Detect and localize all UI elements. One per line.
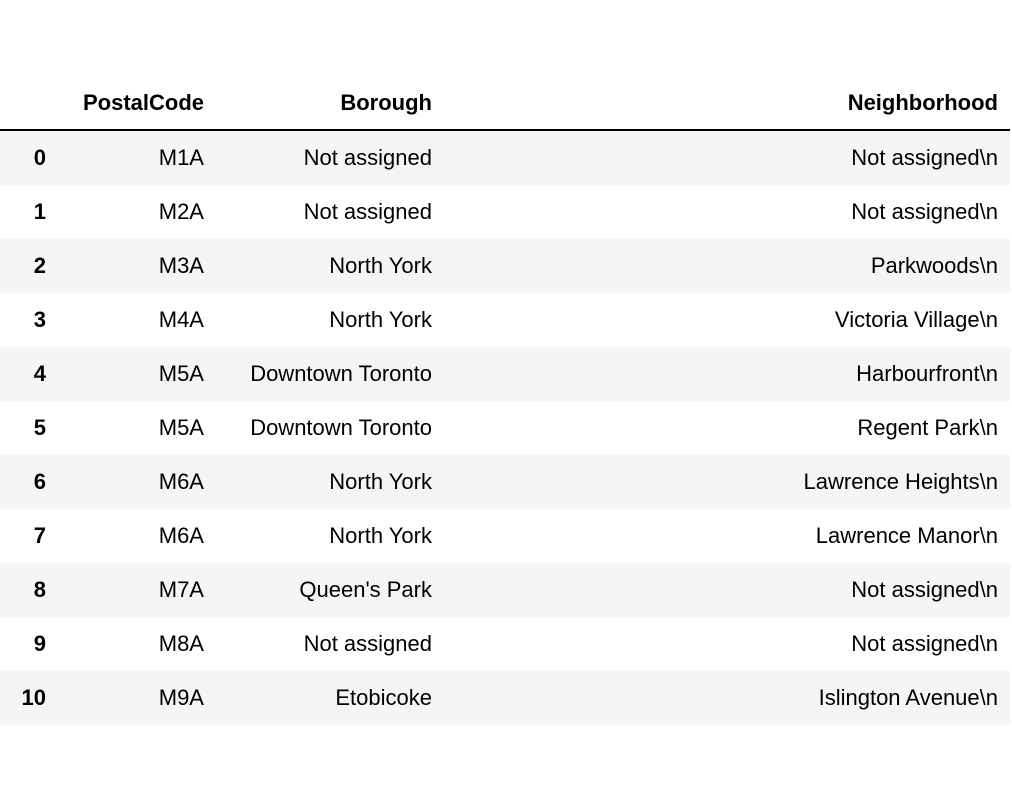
cell-neighborhood: Not assigned\n (851, 631, 998, 656)
row-index: 8 (33, 577, 46, 602)
cell-neighborhood: Parkwoods\n (870, 253, 998, 278)
table-row (0, 401, 1010, 455)
cell-neighborhood: Islington Avenue\n (818, 685, 998, 710)
row-index: 6 (33, 469, 46, 494)
cell-neighborhood: Lawrence Heights\n (803, 469, 998, 494)
cell-borough: North York (329, 253, 432, 278)
table-row (0, 347, 1010, 401)
cell-borough: Queen's Park (299, 577, 432, 602)
table-row (0, 509, 1010, 563)
cell-neighborhood: Not assigned\n (851, 145, 998, 170)
cell-neighborhood: Victoria Village\n (834, 307, 998, 332)
index-header (0, 77, 58, 130)
table-header-row (0, 77, 1010, 130)
cell-postalcode: M4A (158, 307, 204, 332)
cell-postalcode: M6A (158, 469, 204, 494)
cell-borough: Etobicoke (335, 685, 432, 710)
cell-neighborhood: Not assigned\n (851, 577, 998, 602)
table-row (0, 239, 1010, 293)
row-index: 4 (33, 361, 46, 386)
row-index: 2 (33, 253, 46, 278)
table-body (0, 130, 1010, 725)
column-header-neighborhood: Neighborhood (444, 77, 1010, 130)
column-header-borough: Borough (216, 77, 444, 130)
cell-borough: North York (329, 523, 432, 548)
table-row (0, 617, 1010, 671)
row-index: 5 (33, 415, 46, 440)
cell-borough: Downtown Toronto (250, 361, 432, 386)
cell-borough: North York (329, 307, 432, 332)
cell-postalcode: M2A (158, 199, 204, 224)
cell-neighborhood: Lawrence Manor\n (815, 523, 998, 548)
cell-postalcode: M3A (158, 253, 204, 278)
cell-borough: Not assigned (303, 631, 432, 656)
row-index: 1 (33, 199, 46, 224)
table-row (0, 185, 1010, 239)
cell-neighborhood: Not assigned\n (851, 199, 998, 224)
row-index: 3 (33, 307, 46, 332)
table-row (0, 130, 1010, 185)
cell-borough: Not assigned (303, 145, 432, 170)
dataframe-output (0, 77, 1010, 725)
table-row (0, 293, 1010, 347)
cell-neighborhood: Harbourfront\n (856, 361, 998, 386)
table-row (0, 671, 1010, 725)
table-row (0, 455, 1010, 509)
cell-borough: Not assigned (303, 199, 432, 224)
dataframe-table (0, 77, 1010, 725)
cell-postalcode: M7A (158, 577, 204, 602)
row-index: 10 (21, 685, 46, 710)
row-index: 7 (33, 523, 46, 548)
cell-postalcode: M5A (158, 415, 204, 440)
cell-postalcode: M6A (158, 523, 204, 548)
cell-borough: North York (329, 469, 432, 494)
cell-postalcode: M8A (158, 631, 204, 656)
column-header-postalcode: PostalCode (58, 77, 216, 130)
cell-neighborhood: Regent Park\n (857, 415, 998, 440)
table-row (0, 563, 1010, 617)
cell-postalcode: M9A (158, 685, 204, 710)
row-index: 9 (33, 631, 46, 656)
cell-postalcode: M5A (158, 361, 204, 386)
row-index: 0 (33, 145, 46, 170)
cell-borough: Downtown Toronto (250, 415, 432, 440)
cell-postalcode: M1A (158, 145, 204, 170)
